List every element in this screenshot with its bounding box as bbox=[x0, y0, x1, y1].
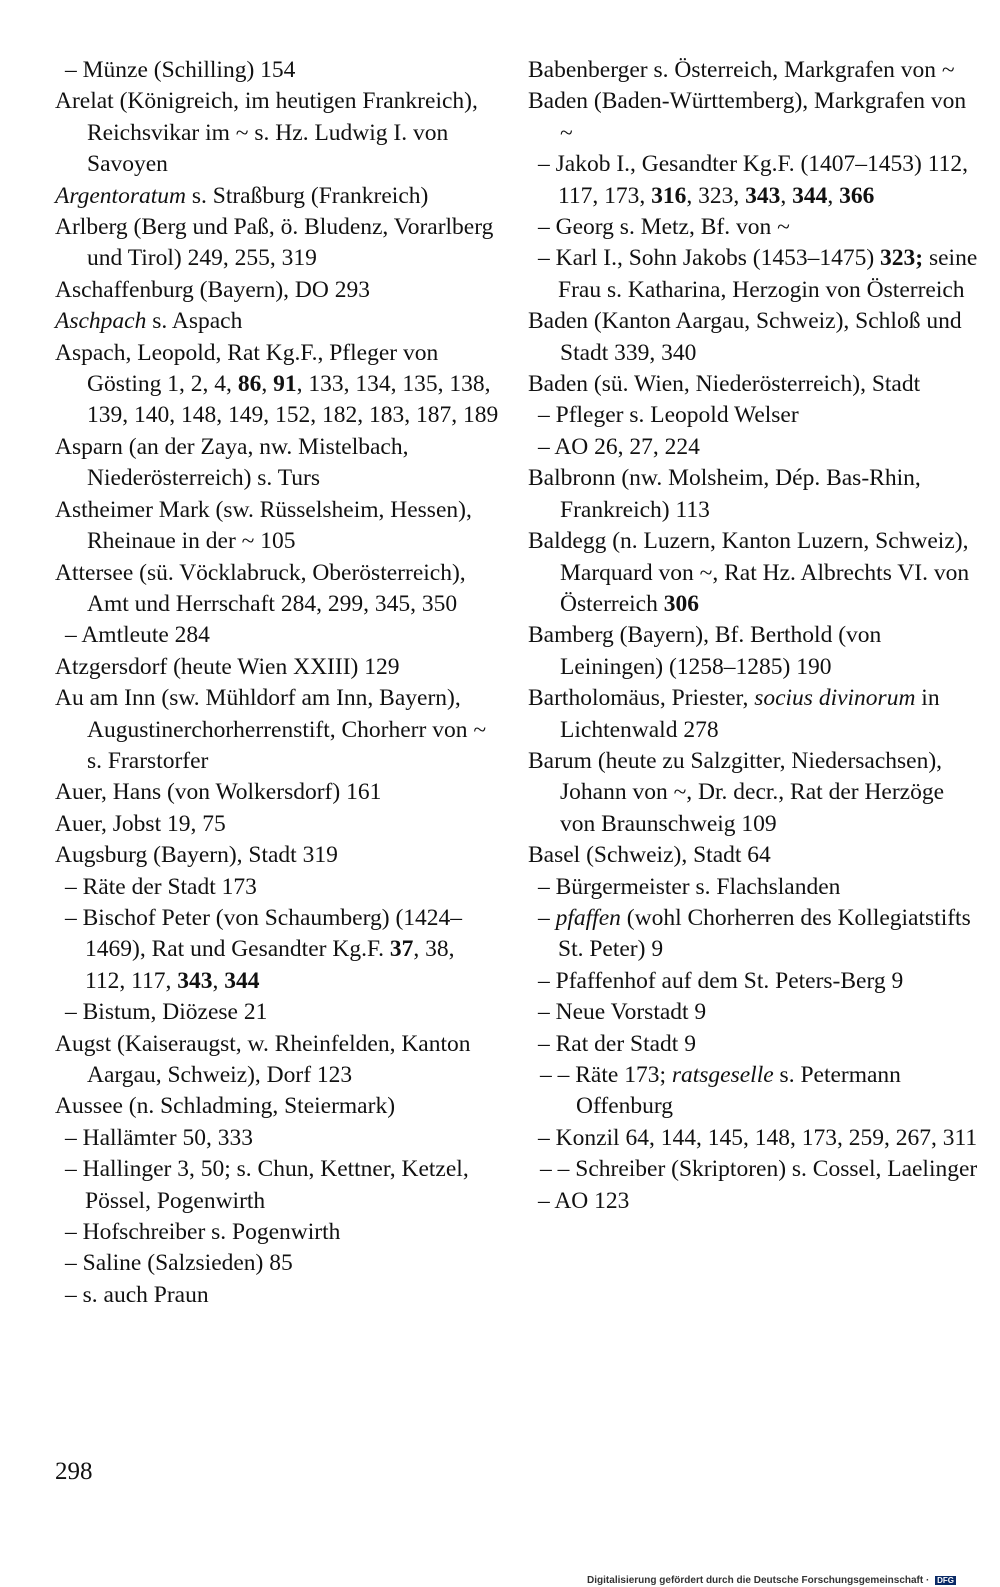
index-entry bbox=[55, 432, 500, 495]
index-entry bbox=[528, 746, 978, 840]
index-entry bbox=[528, 212, 978, 243]
entry-text: (wohl Chorherren des Kollegiatstifts St. Peter) 9 bbox=[558, 904, 971, 963]
entry-text: s. Aspach bbox=[146, 308, 243, 335]
index-entry bbox=[528, 966, 978, 997]
index-entry bbox=[55, 997, 500, 1028]
entry-text: s. Petermann Offenburg bbox=[576, 1062, 901, 1120]
page-ref-bold: 344 bbox=[224, 967, 260, 994]
entry-text: – Bistum, Diözese 21 bbox=[65, 999, 268, 1026]
entry-text: – – Schreiber (Skriptoren) s. Cossel, Laelinger bbox=[540, 1156, 978, 1183]
entry-text: Astheimer Mark (sw. Rüsselsheim, Hessen), Rheinaue in der ~ 105 bbox=[55, 496, 472, 555]
entry-text: , bbox=[261, 371, 274, 398]
dfg-logo: DFG bbox=[937, 1576, 954, 1585]
index-entry bbox=[55, 495, 500, 558]
index-entry bbox=[55, 903, 500, 997]
entry-text: – Neue Vorstadt 9 bbox=[538, 999, 707, 1026]
entry-text: Augsburg (Bayern), Stadt 319 bbox=[55, 842, 338, 869]
entry-text: , bbox=[827, 182, 840, 209]
entry-text: – Räte der Stadt 173 bbox=[65, 873, 257, 900]
entry-text: Asparn (an der Zaya, nw. Mistelbach, Niederösterreich) s. Turs bbox=[55, 433, 409, 492]
index-entry bbox=[528, 1060, 978, 1123]
index-entry bbox=[55, 620, 500, 651]
index-entry bbox=[528, 149, 978, 212]
index-entry bbox=[55, 872, 500, 903]
entry-text-italic: Argentoratum bbox=[55, 182, 186, 209]
index-entry bbox=[528, 86, 978, 149]
index-entry bbox=[528, 526, 978, 620]
entry-text: s. Straßburg (Frankreich) bbox=[185, 182, 429, 209]
index-column-right bbox=[528, 55, 978, 1217]
page-ref-bold: 86 bbox=[237, 371, 262, 398]
index-entry bbox=[55, 683, 500, 777]
index-entry bbox=[528, 1186, 978, 1217]
page-ref-bold: 323; bbox=[880, 245, 924, 272]
index-entry bbox=[55, 212, 500, 275]
index-entry bbox=[55, 1248, 500, 1279]
entry-text-italic: ratsgeselle bbox=[671, 1062, 774, 1088]
index-entry bbox=[55, 558, 500, 621]
page-ref-bold: 91 bbox=[273, 371, 297, 398]
entry-text: Attersee (sü. Vöcklabruck, Oberösterreich), Amt und Herrschaft 284, 299, 345, 350 bbox=[55, 559, 466, 617]
entry-text: Aschaffenburg (Bayern), DO 293 bbox=[55, 276, 370, 303]
index-entry bbox=[528, 903, 978, 966]
index-entry bbox=[528, 620, 978, 683]
index-entry bbox=[528, 1123, 978, 1154]
entry-text: Auer, Hans (von Wolkersdorf) 161 bbox=[55, 779, 382, 806]
index-entry bbox=[528, 872, 978, 903]
entry-text: – bbox=[538, 904, 556, 931]
index-entry bbox=[55, 55, 500, 86]
index-entry bbox=[528, 243, 978, 306]
entry-text: Bamberg (Bayern), Bf. Berthold (von Leiningen) (1258–1285) 190 bbox=[528, 622, 882, 680]
entry-text: Au am Inn (sw. Mühldorf am Inn, Bayern), Augustinerchorherrenstift, Chorherr von ~ s. Frarstorfer bbox=[55, 685, 487, 774]
entry-text: – Münze (Schilling) 154 bbox=[65, 57, 296, 83]
page-ref-bold: 366 bbox=[839, 182, 875, 209]
entry-text: , 133, 134, 135, 138, 139, 140, 148, 149, 152, 182, 183, 187, 189 bbox=[87, 371, 499, 429]
entry-text: , bbox=[780, 182, 793, 209]
index-entry bbox=[55, 1154, 500, 1217]
entry-text: – Karl I., Sohn Jakobs (1453–1475) bbox=[538, 245, 881, 272]
entry-text: Baden (Kanton Aargau, Schweiz), Schloß und Stadt 339, 340 bbox=[528, 308, 962, 366]
entry-text: Baden (sü. Wien, Niederösterreich), Stadt bbox=[528, 371, 921, 398]
index-entry bbox=[55, 1091, 500, 1122]
page-ref-bold: 316 bbox=[651, 182, 687, 209]
entry-text: Bartholomäus, Priester, bbox=[528, 685, 755, 712]
index-entry bbox=[528, 463, 978, 526]
entry-text: – Hofschreiber s. Pogenwirth bbox=[65, 1219, 341, 1246]
entry-text: Babenberger s. Österreich, Markgrafen von ~ bbox=[528, 57, 955, 83]
index-entry bbox=[528, 840, 978, 871]
entry-text: Arelat (Königreich, im heutigen Frankreich), Reichsvikar im ~ s. Hz. Ludwig I. von Savoyen bbox=[55, 88, 478, 178]
index-entry bbox=[55, 1217, 500, 1248]
entry-text: – Amtleute 284 bbox=[65, 622, 210, 649]
entry-text: – Bischof Peter (von Schaumberg) (1424–1469), Rat und Gesandter Kg.F. bbox=[65, 904, 463, 963]
entry-text: – Pfaffenhof auf dem St. Peters-Berg 9 bbox=[538, 967, 904, 994]
entry-text: – s. auch Praun bbox=[65, 1281, 209, 1308]
index-entry bbox=[528, 1154, 978, 1185]
index-entry bbox=[55, 1280, 500, 1311]
index-entry bbox=[55, 86, 500, 180]
entry-text: – AO 123 bbox=[538, 1187, 630, 1214]
entry-text: Auer, Jobst 19, 75 bbox=[55, 810, 226, 837]
entry-text-italic: pfaffen bbox=[555, 904, 621, 931]
index-entry bbox=[528, 1029, 978, 1060]
page-ref-bold: 306 bbox=[663, 590, 699, 617]
index-entry bbox=[55, 181, 500, 212]
entry-text-italic: socius divinorum bbox=[754, 685, 916, 712]
page-ref-bold: 344 bbox=[792, 182, 828, 209]
index-entry bbox=[528, 400, 978, 431]
index-entry bbox=[528, 306, 978, 369]
entry-text: Baldegg (n. Luzern, Kanton Luzern, Schweiz), Marquard von ~, Rat Hz. Albrechts VI. von Österreich bbox=[528, 528, 970, 617]
entry-text: – Rat der Stadt 9 bbox=[538, 1030, 696, 1057]
index-entry bbox=[55, 1029, 500, 1092]
entry-text: Baden (Baden-Württemberg), Markgrafen von ~ bbox=[528, 88, 967, 146]
page-number: 298 bbox=[55, 1458, 93, 1485]
entry-text: , 323, bbox=[686, 182, 746, 209]
index-entry bbox=[55, 1123, 500, 1154]
index-entry bbox=[55, 777, 500, 808]
index-entry bbox=[528, 997, 978, 1028]
index-entry bbox=[55, 338, 500, 432]
index-entry bbox=[528, 55, 978, 86]
entry-text: – AO 26, 27, 224 bbox=[538, 433, 700, 460]
entry-text: Arlberg (Berg und Paß, ö. Bludenz, Vorarlberg und Tirol) 249, 255, 319 bbox=[55, 214, 494, 272]
index-entry bbox=[528, 683, 978, 746]
index-entry bbox=[55, 840, 500, 871]
entry-text: Barum (heute zu Salzgitter, Niedersachsen), Johann von ~, Dr. decr., Rat der Herzöge von Braunschweig 109 bbox=[528, 747, 945, 837]
entry-text: in Lichtenwald 278 bbox=[560, 685, 940, 743]
entry-text: Aussee (n. Schladming, Steiermark) bbox=[55, 1093, 396, 1120]
entry-text: – Hallinger 3, 50; s. Chun, Kettner, Ketzel, Pössel, Pogenwirth bbox=[65, 1156, 469, 1214]
entry-text: Aspach, Leopold, Rat Kg.F., Pfleger von Gösting 1, 2, 4, bbox=[55, 339, 439, 398]
entry-text: – – Räte 173; bbox=[540, 1062, 672, 1088]
index-entry bbox=[55, 809, 500, 840]
entry-text: seine Frau s. Katharina, Herzogin von Österreich bbox=[558, 245, 978, 303]
footer-credit bbox=[587, 1575, 956, 1586]
footer-text: Digitalisierung gefördert durch die Deutsche Forschungsgemeinschaft · bbox=[587, 1575, 930, 1586]
index-entry bbox=[55, 306, 500, 337]
entry-text: – Bürgermeister s. Flachslanden bbox=[538, 873, 841, 900]
entry-text: Atzgersdorf (heute Wien XXIII) 129 bbox=[55, 653, 400, 680]
entry-text: – Jakob I., Gesandter Kg.F. (1407–1453) 112, 117, 173, bbox=[538, 151, 968, 209]
index-entry bbox=[55, 275, 500, 306]
index-entry bbox=[528, 432, 978, 463]
entry-text: – Hallämter 50, 333 bbox=[65, 1124, 253, 1151]
entry-text: – Konzil 64, 144, 145, 148, 173, 259, 267, 311 bbox=[538, 1124, 978, 1151]
entry-text: , bbox=[212, 967, 225, 994]
entry-text: Augst (Kaiseraugst, w. Rheinfelden, Kanton Aargau, Schweiz), Dorf 123 bbox=[55, 1030, 471, 1088]
index-entry bbox=[528, 369, 978, 400]
index-entry bbox=[55, 652, 500, 683]
page-ref-bold: 343 bbox=[177, 967, 213, 994]
entry-text: , 38, 112, 117, bbox=[85, 936, 455, 994]
entry-text: – Georg s. Metz, Bf. von ~ bbox=[538, 214, 790, 241]
entry-text: Basel (Schweiz), Stadt 64 bbox=[528, 842, 771, 869]
entry-text: – Pfleger s. Leopold Welser bbox=[538, 402, 799, 429]
page-ref-bold: 37 bbox=[389, 936, 414, 963]
page-ref-bold: 343 bbox=[745, 182, 781, 209]
entry-text-italic: Aschpach bbox=[55, 308, 147, 335]
index-column-left bbox=[55, 55, 500, 1311]
entry-text: Balbronn (nw. Molsheim, Dép. Bas-Rhin, Frankreich) 113 bbox=[528, 465, 921, 523]
entry-text: – Saline (Salzsieden) 85 bbox=[65, 1250, 293, 1277]
